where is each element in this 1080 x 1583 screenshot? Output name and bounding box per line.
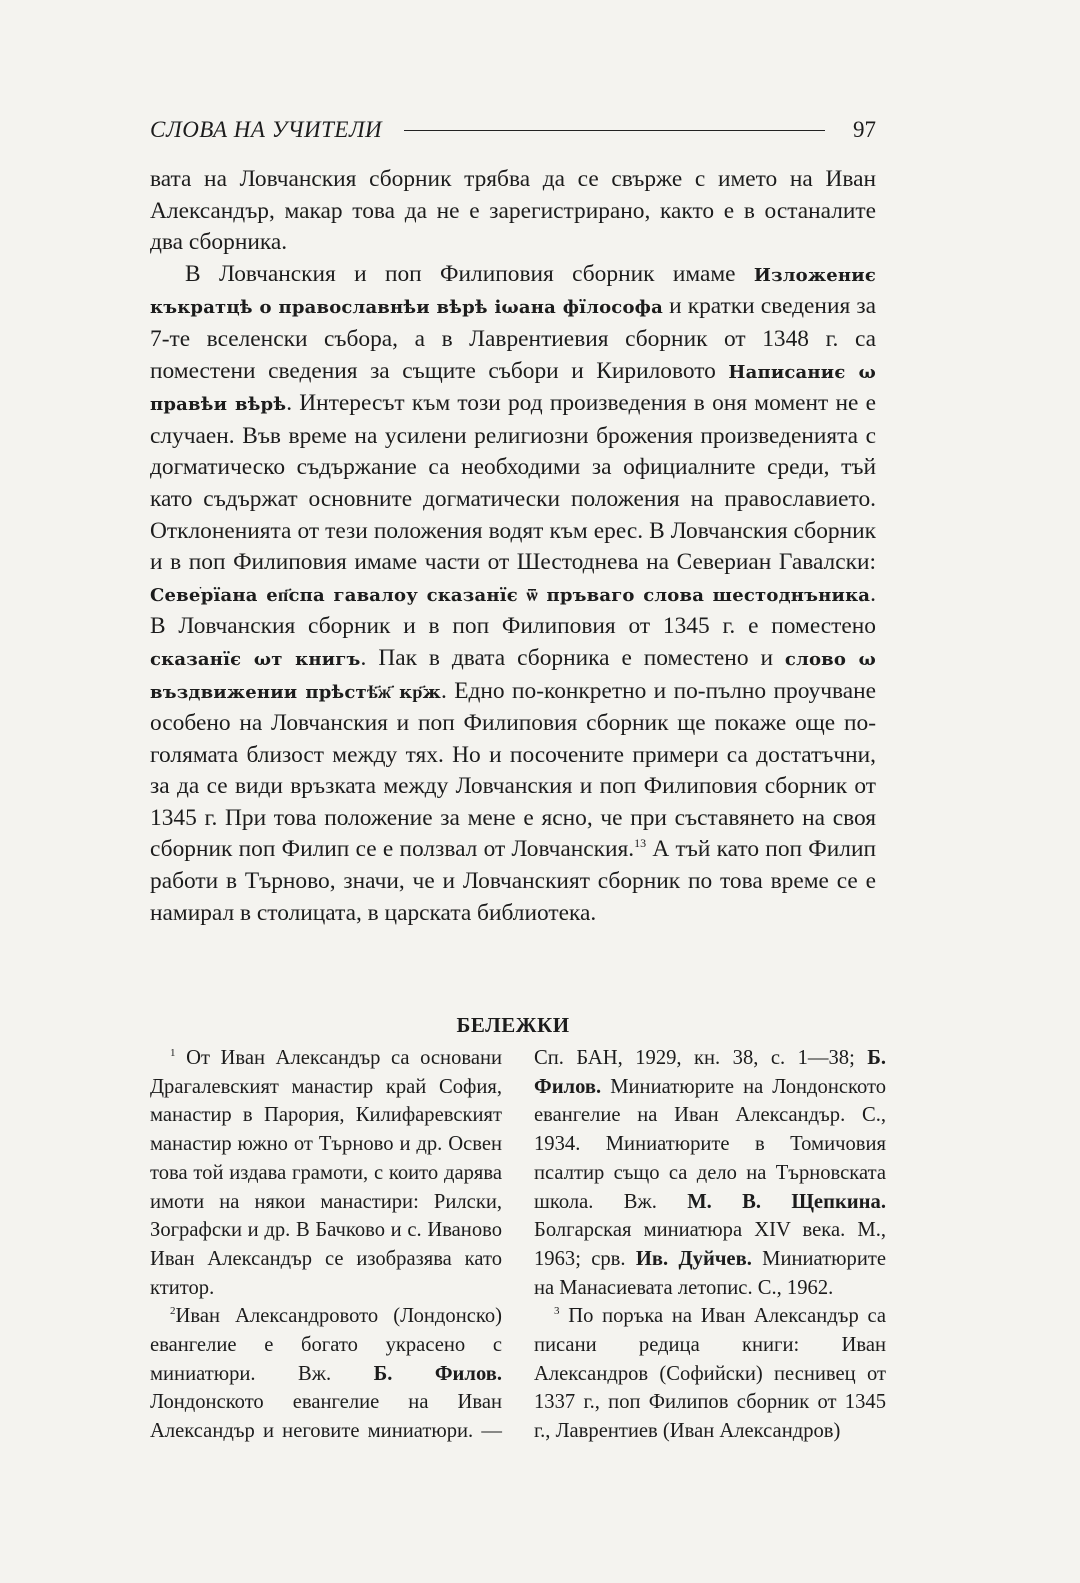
- footnote-ref-13[interactable]: 13: [634, 836, 647, 851]
- note-text: От Иван Александър са основани Драгалевският манастир край София, манастир в Парория, Килифаревският манастир южно от Търново и др. Освен това той издава грамоти, с които дарява имоти на някои манастири: Рилски, Зографски и др. В Бачково и с. Иваново Иван Александър се изобразява като ктитор.: [150, 1047, 502, 1299]
- author-name: Ив. Дуйчев.: [635, 1247, 752, 1270]
- running-head: [150, 112, 876, 148]
- text-run: В Ловчанския и поп Филиповия сборник имаме: [185, 260, 754, 287]
- note-text: Иван Александровото (Лондонско) евангелие е богато украсено с миниатюри. Вж.: [150, 1305, 502, 1385]
- paragraph-2: [150, 259, 876, 929]
- note-text: Болгарская миниатюра XIV века. М., 1963; срв.: [534, 1219, 886, 1270]
- church-slavonic-title: слово ω въздвижении прѣстѣ҃ж҃ кр҃ж: [150, 648, 876, 703]
- note-text: По поръка на Иван Александър са писани редица книги: Иван Александров (Софийски) песнивец от 1337 г., поп Филипов сборник от 1345 г., Лаврентиев (Иван Александров): [534, 1305, 886, 1443]
- text-run: . Едно по-конкретно и по-пълно проучване особено на Ловчанския и поп Филиповия сборник ще покаже още по-голямата близост между тях. Но и посочените примери са достатъчни, за да се види връзката между Ловчанския и поп Филиповия сборник от 1345 г. При това положение за мене е ясно, че при съставянето на своя сборник поп Филип се е ползвал от Ловчанския.: [150, 677, 876, 863]
- body-text: [150, 164, 876, 929]
- note-text: Лондонското евангелие на Иван Александър и неговите миниатюри. — Сп. БАН, 1929, кн. 38, с. 1—38;: [150, 1047, 868, 1443]
- notes-heading: БЕЛЕЖКИ: [456, 1013, 570, 1037]
- running-head-title: СЛОВА НА УЧИТЕЛИ: [150, 117, 383, 142]
- author-name: М. В. Щепкина.: [687, 1190, 886, 1213]
- church-slavonic-title: Изложениє къкратцѣ о православнѣи вѣрѣ іωана фїлософа: [150, 264, 876, 319]
- header-rule: [404, 130, 825, 131]
- note-text: Миниатюрите на Лондонското евангелие на Иван Александър. С., 1934. Миниатюрите в Томичовия псалтир също са дело на Търновската школа. Вж.: [534, 1075, 886, 1213]
- church-slavonic-title: Севеׂрїана еп҃спа гавалоу сказанїє ѿ пръваго слова шестоднъника: [150, 584, 871, 606]
- page-number: 97: [853, 117, 876, 142]
- text-run: . В Ловчанския сборник и в поп Филиповия от 1345 г. е поместено: [150, 580, 876, 640]
- church-slavonic-title: сказанїє ωт книгъ: [150, 648, 361, 670]
- text-run: . Интересът към този род произведения в оня момент не е случаен. Във време на усилени религиозни брожения произведенията с догматическо съдържание са необходими за официалните среди, тъй като съдържат основните догматически положения на православието. Отклоненията от тези положения водят към ерес. В Ловчанския сборник и в поп Филиповия имаме части от Шестоднева на Севериан Гавалски:: [150, 390, 877, 576]
- endnotes: [150, 1044, 886, 1464]
- note-number: 3: [554, 1305, 560, 1318]
- note-text: Миниатюрите на Манасиевата летопис. С., 1962.: [534, 1247, 886, 1299]
- note-3: [534, 1302, 886, 1446]
- church-slavonic-title: Написаниє ω правѣи вѣрѣ: [150, 361, 876, 416]
- text-run: и кратки сведения за 7-те вселенски събора, а в Лаврентиевия сборник от 1348 г. са поместени сведения за същите събори и Кириловото: [150, 293, 876, 384]
- note-number: 2: [170, 1305, 176, 1318]
- author-name: Б. Филов.: [534, 1047, 886, 1098]
- paragraph-1: вата на Ловчанския сборник трябва да се свърже с името на Иван Александър, макар това да не е зарегистрирано, както е в останалите два сборника.: [150, 166, 876, 256]
- note-number: 1: [170, 1047, 176, 1060]
- text-run: . Пак в двата сборника е поместено и: [360, 644, 785, 671]
- author-name: Б. Филов.: [373, 1362, 502, 1385]
- text-run: А тъй като поп Филип работи в Търново, значи, че и Ловчанският сборник по това време се е намирал в столицата, в царската библиотека.: [150, 836, 876, 926]
- note-1: [150, 1044, 502, 1302]
